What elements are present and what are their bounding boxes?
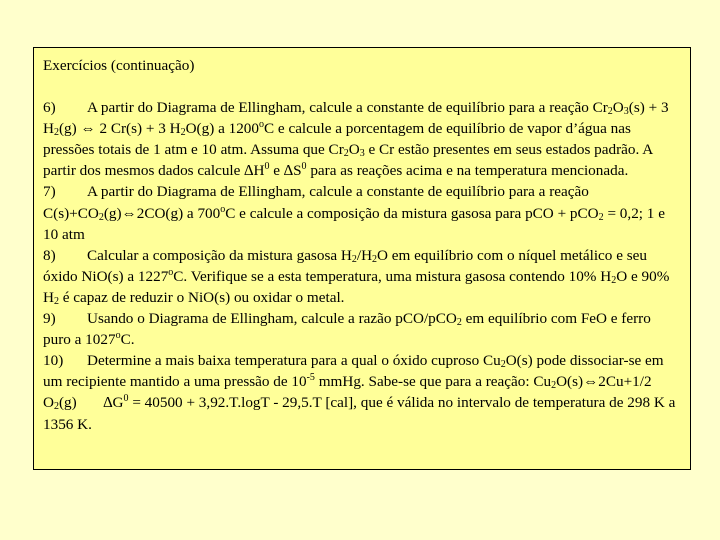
exercise-text: A partir do Diagrama de Ellingham, calcule a constante de equilíbrio para a reação Cr	[87, 99, 608, 117]
page-title: Exercícios (continuação)	[43, 57, 195, 74]
exercise-box	[33, 47, 691, 470]
exercise-7: 7) A partir do Diagrama de Ellingham, calcule a constante de equilíbrio para a reação $C(s)+CO_2(g)\Leftrightarrow 2CO(g)$ a 700$^o$C e calcule a composição da mistura gasosa para pCO + pCO$_2$ = 0,2; 1 e 10 atm	[43, 183, 665, 243]
exercise-text: Determine a mais baixa temperatura para a qual o óxido cuproso Cu	[87, 352, 501, 370]
exercise-text: Usando o Diagrama de Ellingham, calcule a razão pCO/pCO	[87, 310, 457, 328]
exercise-number: 6)	[43, 99, 56, 117]
exercise-6: 6) A partir do Diagrama de Ellingham, calcule a constante de equilíbrio para a reação $Cr_2O_3(s) + 3$ $H_2(g)$ ⇔ 2 Cr(s) + 3 $H_2O(g)$ a 1200$^o$C e calcule a porcentagem de equilíbrio de vapor d’água nas pressões totais de 1 atm e 10 atm. Assuma que $Cr_2O_3$ e Cr estão presentes em seus estados padrão. A partir dos mesmos dados calcule $\Delta H^0$ e $\Delta S^0$ para as reações acima e na temperatura mencionada.	[43, 99, 669, 180]
exercise-number: 9)	[43, 310, 56, 328]
exercise-text: Calcular a composição da mistura gasosa H	[87, 246, 352, 264]
exercise-9: 9) Usando o Diagrama de Ellingham, calcule a razão pCO/pCO$_2$ em equilíbrio com FeO e ferro puro a 1027$^o$C.	[43, 310, 651, 349]
exercise-number: 8)	[43, 246, 56, 264]
exercise-10: 10) Determine a mais baixa temperatura para a qual o óxido cuproso $Cu_2O(s)$ pode dissociar-se em um recipiente mantido a uma pressão de $10^{-5}$ mmHg. Sabe-se que para a reação: $Cu_2O(s)\Leftrightarrow 2Cu+1/2$ $O_2(g)$ $\Delta G^0 = 40500 + 3,92.T.\log T - 29,5.T$ [cal], que é válida no intervalo de temperatura de 298 K a 1356 K.	[43, 352, 676, 433]
exercise-text: A partir do Diagrama de Ellingham, calcule a constante de equilíbrio para a reação C(s)+CO	[43, 183, 589, 222]
exercise-number: 7)	[43, 183, 56, 201]
exercise-number: 10)	[43, 352, 64, 370]
exercise-8: 8) Calcular a composição da mistura gasosa $H_2/H_2O$ em equilíbrio com o níquel metálico e seu óxido NiO(s) a 1227$^o$C. Verifique se a esta temperatura, uma mistura gasosa contendo 10% $H_2O$ e 90% $H_2$ é capaz de reduzir o NiO(s) ou oxidar o metal.	[43, 246, 670, 307]
